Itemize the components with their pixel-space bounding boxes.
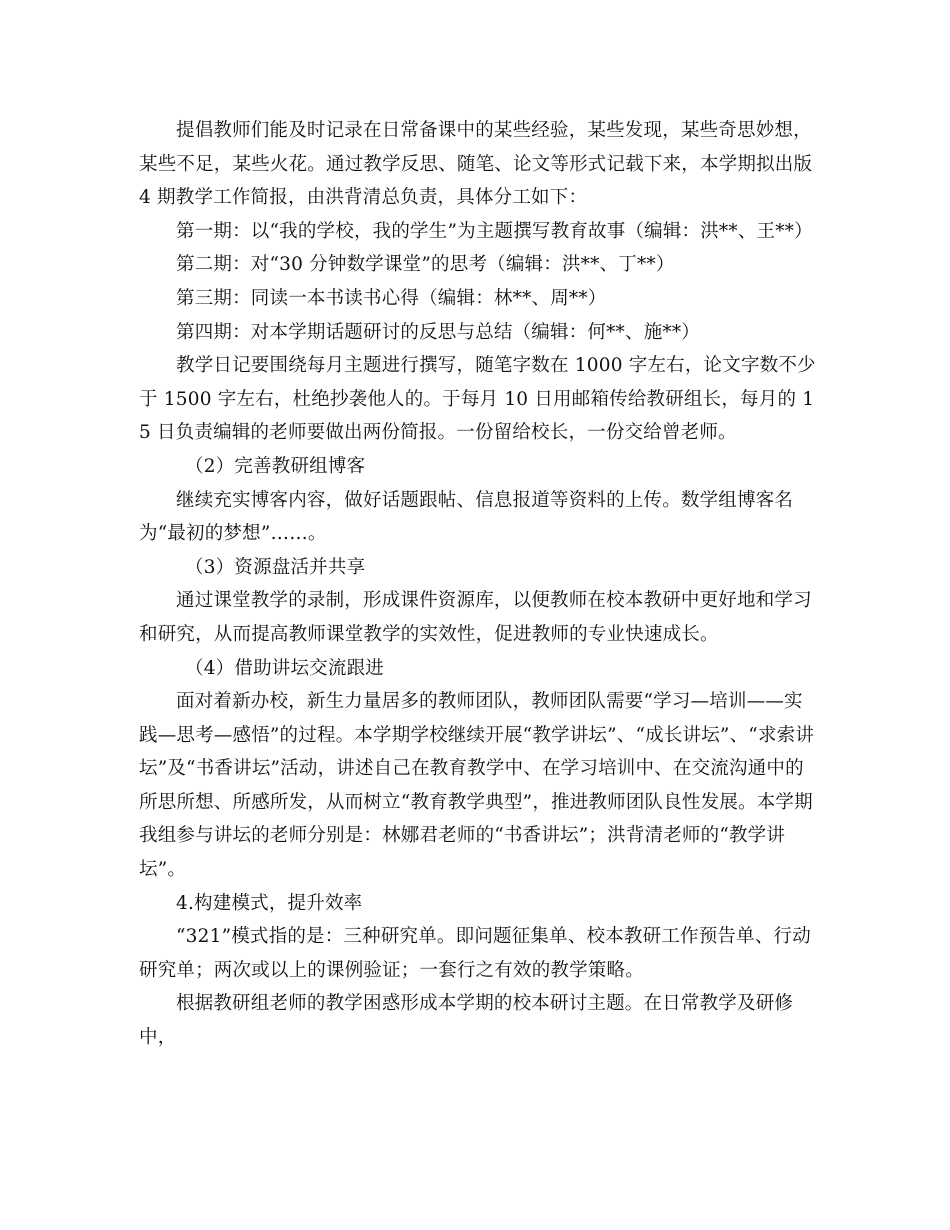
document-body bbox=[139, 114, 819, 1055]
paragraph-blog: 继续充实博客内容，做好话题跟帖、信息报道等资料的上传。数学组博客名为“最初的梦想”……。 bbox=[139, 489, 794, 545]
paragraph-issue-1: 第一期：以“我的学校，我的学生”为主题撰写教育故事（编辑：洪**、王**） bbox=[176, 220, 813, 242]
subheading-resources: （3）资源盘活并共享 bbox=[185, 556, 366, 578]
paragraph-forum: 面对着新办校，新生力量居多的教师团队，教师团队需要“学习—培训——实践—思考—感悟”的过程。本学期学校继续开展“教学讲坛”、“成长讲坛”、“求索讲坛”及“书香讲坛”活动，讲述自己在教育教学中、在学习培训中、在交流沟通中的所思所想、所感所发，从而树立“教育教学典型”，推进教师团队良性发展。本学期我组参与讲坛的老师分别是：林娜君老师的“书香讲坛”；洪背清老师的“教学讲坛”。 bbox=[139, 691, 815, 881]
paragraph-issue-3: 第三期：同读一本书读书心得（编辑：林**、周**） bbox=[176, 287, 607, 309]
paragraph-research-topic: 根据教研组老师的教学困惑形成本学期的校本研讨主题。在日常教学及研修中， bbox=[139, 993, 794, 1049]
heading-section-4: 4.构建模式，提升效率 bbox=[176, 892, 363, 914]
paragraph-321-model: “321”模式指的是：三种研究单。即问题征集单、校本教研工作预告单、行动研究单；两次或以上的课例验证；一套行之有效的教学策略。 bbox=[139, 926, 811, 981]
paragraph-intro: 提倡教师们能及时记录在日常备课中的某些经验，某些发现，某些奇思妙想，某些不足，某些火花。通过教学反思、随笔、论文等形式记载下来，本学期拟出版 4 期教学工作简报，由洪背清总负责，具体分工如下： bbox=[139, 120, 813, 209]
subheading-forum: （4）借助讲坛交流跟进 bbox=[185, 657, 384, 679]
paragraph-diary-requirements: 教学日记要围绕每月主题进行撰写，随笔字数在 1000 字左右，论文字数不少于 1500 字左右，杜绝抄袭他人的。于每月 10 日用邮箱传给教研组长，每月的 15 日负责编辑的老师要做出两份简报。一份留给校长，一份交给曾老师。 bbox=[139, 355, 816, 444]
paragraph-resources: 通过课堂教学的录制，形成课件资源库，以便教师在校本教研中更好地和学习和研究，从而提高教师课堂教学的实效性，促进教师的专业快速成长。 bbox=[139, 590, 812, 645]
subheading-blog: （2）完善教研组博客 bbox=[185, 455, 366, 477]
paragraph-issue-2: 第二期：对“30 分钟数学课堂”的思考（编辑：洪**、丁**） bbox=[176, 254, 675, 276]
paragraph-issue-4: 第四期：对本学期话题研讨的反思与总结（编辑：何**、施**） bbox=[176, 321, 701, 343]
